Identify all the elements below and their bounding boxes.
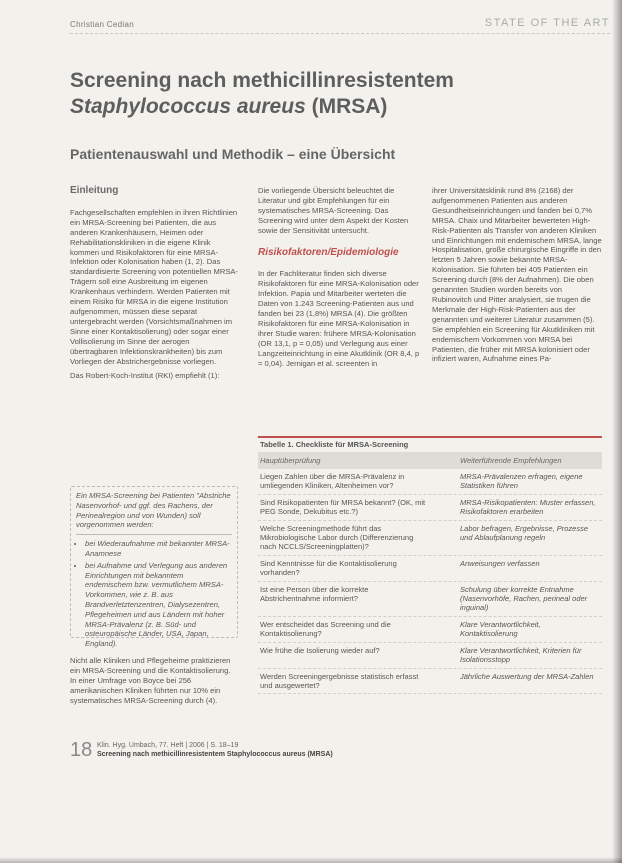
title-abbreviation: (MRSA) — [305, 95, 388, 118]
box-lead: Ein MRSA-Screening bei Patienten "Abstriche Nasenvorhof- und ggf. des Rachens, der Perinealregion und von Wunden) soll vorgenommen werden: — [76, 491, 231, 530]
table-cell-recommendation: Schulung über korrekte Entnahme (Nasenvorhöfe, Rachen, perineal oder inguinal) — [460, 584, 588, 613]
table-header-right: Weiterführende Empfehlungen — [460, 456, 562, 465]
box-separator — [76, 534, 232, 535]
table-cell-recommendation: MRSA-Prävalenzen erfragen, eigene Statistiken führen — [460, 472, 583, 491]
table-cell-check: Liegen Zahlen über die MRSA-Prävalenz in umliegenden Kliniken, Altenheimen vor? — [260, 472, 405, 491]
table-header — [258, 452, 602, 469]
heading-einleitung: Einleitung — [70, 185, 119, 196]
table-row — [258, 495, 602, 521]
title-line-2 — [70, 94, 580, 120]
col1-paragraph-2: Das Robert-Koch-Institut (RKI) empfiehlt (1): — [70, 371, 220, 381]
column-1-bottom — [70, 656, 238, 711]
col1-paragraph-1: Fachgesellschaften empfehlen in ihren Richtlinien ein MRSA-Screening bei Patienten, die aus anderen Krankenhäusern, Heimen oder Rehabilitationskliniken in die eigene Klinik kommen und Risikofaktoren für eine MRSA-Infektion oder Kolonisation haben (1, 2). Das standardisierte Screening von potentiellen MRSA-Trägern soll eine Ausbreitung im eigenen Krankenhaus verhindern. Werden Patienten mit einem Risiko für MRSA in die eigene Institution aufgenommen, müssen diese separat untergebracht werden (Vorsichtsmaßnahmen im Sinne einer Kontaktisolierung) oder sogar einer Vollisolierung im Sinne der aerogen übertragbaren Infektionskrankheiten) bis zum Vorliegen der Abstrichergebnisse vorliegen. — [70, 207, 238, 366]
box-list — [76, 539, 232, 649]
title-organism: Staphylococcus aureus — [70, 95, 306, 118]
footer-citation: Klin. Hyg. Umbach, 77. Heft | 2006 | S. 18–19 — [97, 742, 239, 749]
table-cell-check: Werden Screeningergebnisse statistisch erfasst und ausgewertet? — [260, 671, 419, 690]
table-row — [258, 556, 602, 582]
table-row — [258, 617, 602, 643]
table-cell-recommendation: MRSA-Risikopatienten: Muster erfassen, Risikofaktoren erarbeiten — [460, 497, 596, 517]
table-cell-recommendation: Klare Verantwortlichkeit, Kriterien für Isolationsstopp — [460, 645, 582, 665]
table-row — [258, 521, 602, 556]
col1-bottom-paragraph: Nicht alle Kliniken und Pflegeheime praktizieren ein MRSA-Screening und die Kontaktisolierung. In einer Umfrage von Boyce bei 256 amerikanischen Kliniken führten nur 10% ein systematisches MRSA-Screening durch (4). — [70, 656, 231, 705]
table-row — [258, 469, 602, 495]
table-row — [258, 643, 602, 669]
table-cell-check: Welche Screeningmethode führt das Mikrobiologische Labor durch (Differenzierung nach NCCLS/Screeningplatten)? — [260, 523, 414, 552]
column-3 — [432, 186, 602, 369]
box-list-item: • bei Wiederaufnahme mit bekannter MRSA-Anamnese — [85, 539, 232, 559]
rki-recommendation-box — [70, 486, 238, 649]
col2-intro: Die vorliegende Übersicht beleuchtet die Literatur und gibt Empfehlungen für ein systematisches MRSA-Screening. Das Screening wird unter dem Aspekt der Kosten sowie der Sensitivität untersucht. — [258, 186, 409, 235]
table-row — [258, 582, 602, 617]
box-list-item: • bei Aufnahme und Verlegung aus anderen Einrichtungen mit bekanntem endemischem bzw. vermutlichem MRSA-Vorkommen, wie z. B. aus Brandverletztenzentren, Dialysezentren, Pflegeheimen und aus Ländern mit hoher MRSA-Prävalenz (z. B. Süd- und osteuropäische Länder, USA, Japan, England). — [85, 561, 232, 649]
col2-paragraph: In der Fachliteratur finden sich diverse Risikofaktoren für eine MRSA-Kolonisation oder Infektion. Papia und Mitarbeiter werteten die Daten von 1.243 Screening-Patienten aus und fanden bei 23 (1,8%) MRSA (4). Die größten Risikofaktoren für eine MRSA-Kolonisation in ihrer Studie waren: frühere MRSA-Kolonisation (OR 13,1, p = 0,05) und Verlegung aus einer Langzeiteinrichtung in eine Akutklinik (OR 8,4, p = 0,04). Jernigan et al. screenten in — [258, 269, 420, 368]
article-subtitle: Patientenauswahl und Methodik – eine Übersicht — [70, 146, 396, 162]
table-cell-check: Sind Risikopatienten für MRSA bekannt? (OK, mit PEG Sonde, Dekubitus etc.?) — [260, 497, 426, 517]
column-2 — [258, 186, 424, 374]
author-line: Christian Cedian — [70, 20, 134, 29]
col3-paragraph: ihrer Universitätsklinik rund 8% (2168) der aufgenommenen Patienten aus anderen Gesundheitseinrichtungen und fanden bei 0,7% MRSA. Chaix und Mitarbeiter bewerteten High-Risk-Patienten als Transfer von anderen Kliniken und Einrichtungen mit endemischem MRSA, lange Hospitalisation, große chirurgische Eingriffe in den letzten 5 Jahren sowie bekannte MRSA-Kolonisation. Sie führten bei 405 Patienten ein Screening durch (8% der Aufnahmen). Die oben genannten Studien wurden bereits von Rubinovitch und Pitter analysiert, sie trugen die Merkmale der High-Risk-Patienten aus der genannten und weiterer Literatur zusammen (5). Sie empfehlen ein Screening für Akutkliniken mit endemischem Vorkommen von MRSA bei Patienten, die früher mit MRSA kolonisiert oder infiziert waren, Aufnahme eines Pa- — [432, 186, 602, 364]
article-title — [70, 68, 580, 120]
table-cell-recommendation: Labor befragen, Ergebnisse, Prozesse und Ablaufplanung regeln — [460, 523, 588, 543]
table-cell-check: Sind Kenntnisse für die Kontaktisolierung vorhanden? — [260, 558, 397, 578]
table-cell-check: Wie frühe die Isolierung wieder auf? — [260, 645, 380, 655]
section-label: STATE OF THE ART — [484, 17, 610, 29]
page-number: 18 — [70, 739, 93, 761]
table-cell-check: Wer entscheidet das Screening und die Kontaktisolierung? — [260, 619, 391, 639]
table-cell-check: Ist eine Person über die korrekte Abstrichentnahme informiert? — [260, 584, 369, 604]
table-row — [258, 669, 602, 695]
page-bottom-shadow — [0, 857, 622, 863]
table-cell-recommendation: Anweisungen verfassen — [460, 558, 540, 568]
table-title: Tabelle 1. Checkliste für MRSA-Screening — [258, 436, 602, 452]
checklist-table — [258, 436, 602, 694]
header-rule — [70, 33, 610, 34]
footer-running-title: Screening nach methicillinresistentem Staphylococcus aureus (MRSA) — [97, 751, 333, 758]
table-header-left: Hauptüberprüfung — [260, 456, 321, 465]
title-line-1: Screening nach methicillinresistentem — [70, 69, 454, 92]
table-cell-recommendation: Klare Verantwortlichkeit, Kontaktisolierung — [460, 619, 541, 639]
page-edge-shadow — [612, 0, 622, 863]
column-1 — [70, 186, 238, 386]
table-cell-recommendation: Jährliche Auswertung der MRSA-Zahlen — [460, 671, 594, 681]
heading-risikofaktoren: Risikofaktoren/Epidemiologie — [258, 246, 399, 258]
